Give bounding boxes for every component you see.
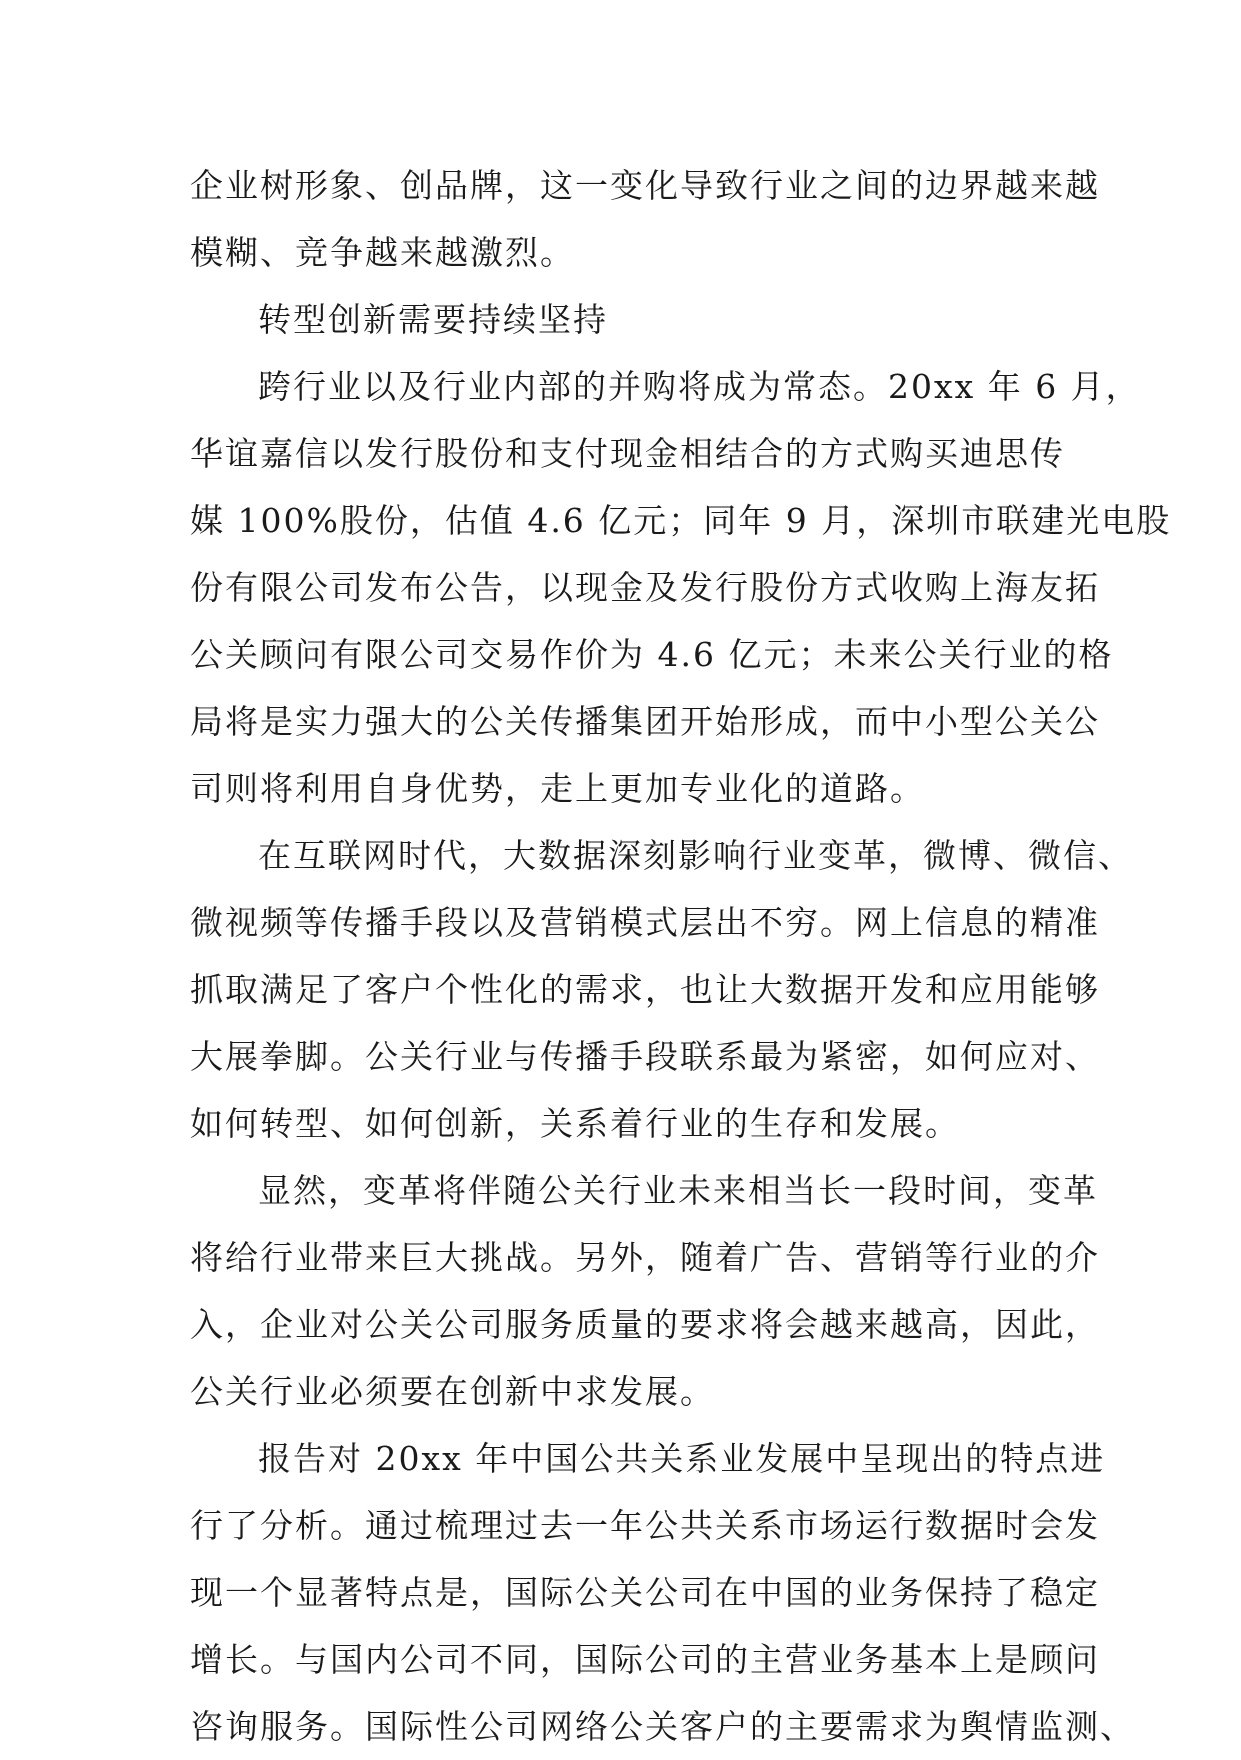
section-heading: 转型创新需要持续坚持 [258, 300, 608, 339]
text-line: 大展拳脚。公关行业与传播手段联系最为紧密，如何应对、 [190, 1037, 1100, 1076]
text-line: 现一个显著特点是，国际公关公司在中国的业务保持了稳定 [190, 1573, 1100, 1612]
text-line: 将给行业带来巨大挑战。另外，随着广告、营销等行业的介 [190, 1238, 1100, 1277]
text-line: 显然，变革将伴随公关行业未来相当长一段时间，变革 [258, 1171, 1098, 1210]
text-line: 模糊、竞争越来越激烈。 [190, 233, 575, 272]
text-line: 在互联网时代，大数据深刻影响行业变革，微博、微信、 [258, 836, 1133, 875]
text-line: 如何转型、如何创新，关系着行业的生存和发展。 [190, 1104, 960, 1143]
text-line: 公关顾问有限公司交易作价为 4.6 亿元；未来公关行业的格 [190, 635, 1114, 674]
text-line: 抓取满足了客户个性化的需求，也让大数据开发和应用能够 [190, 970, 1100, 1009]
text-line: 公关行业必须要在创新中求发展。 [190, 1372, 715, 1411]
text-line: 入，企业对公关公司服务质量的要求将会越来越高，因此， [190, 1305, 1100, 1344]
text-line: 跨行业以及行业内部的并购将成为常态。20xx 年 6 月， [258, 367, 1141, 406]
text-line: 司则将利用自身优势，走上更加专业化的道路。 [190, 769, 925, 808]
text-line: 咨询服务。国际性公司网络公关客户的主要需求为舆情监测、 [190, 1707, 1135, 1746]
text-line: 份有限公司发布公告，以现金及发行股份方式收购上海友拓 [190, 568, 1100, 607]
text-line: 报告对 20xx 年中国公共关系业发展中呈现出的特点进 [258, 1439, 1106, 1478]
text-line: 局将是实力强大的公关传播集团开始形成，而中小型公关公 [190, 702, 1100, 741]
text-line: 增长。与国内公司不同，国际公司的主营业务基本上是顾问 [190, 1640, 1100, 1679]
text-line: 企业树形象、创品牌，这一变化导致行业之间的边界越来越 [190, 166, 1100, 205]
text-line: 行了分析。通过梳理过去一年公共关系市场运行数据时会发 [190, 1506, 1100, 1545]
text-line: 微视频等传播手段以及营销模式层出不穷。网上信息的精准 [190, 903, 1100, 942]
text-line: 媒 100%股份，估值 4.6 亿元；同年 9 月，深圳市联建光电股 [190, 501, 1172, 540]
text-line: 华谊嘉信以发行股份和支付现金相结合的方式购买迪思传 [190, 434, 1065, 473]
body-text [190, 152, 1172, 1760]
